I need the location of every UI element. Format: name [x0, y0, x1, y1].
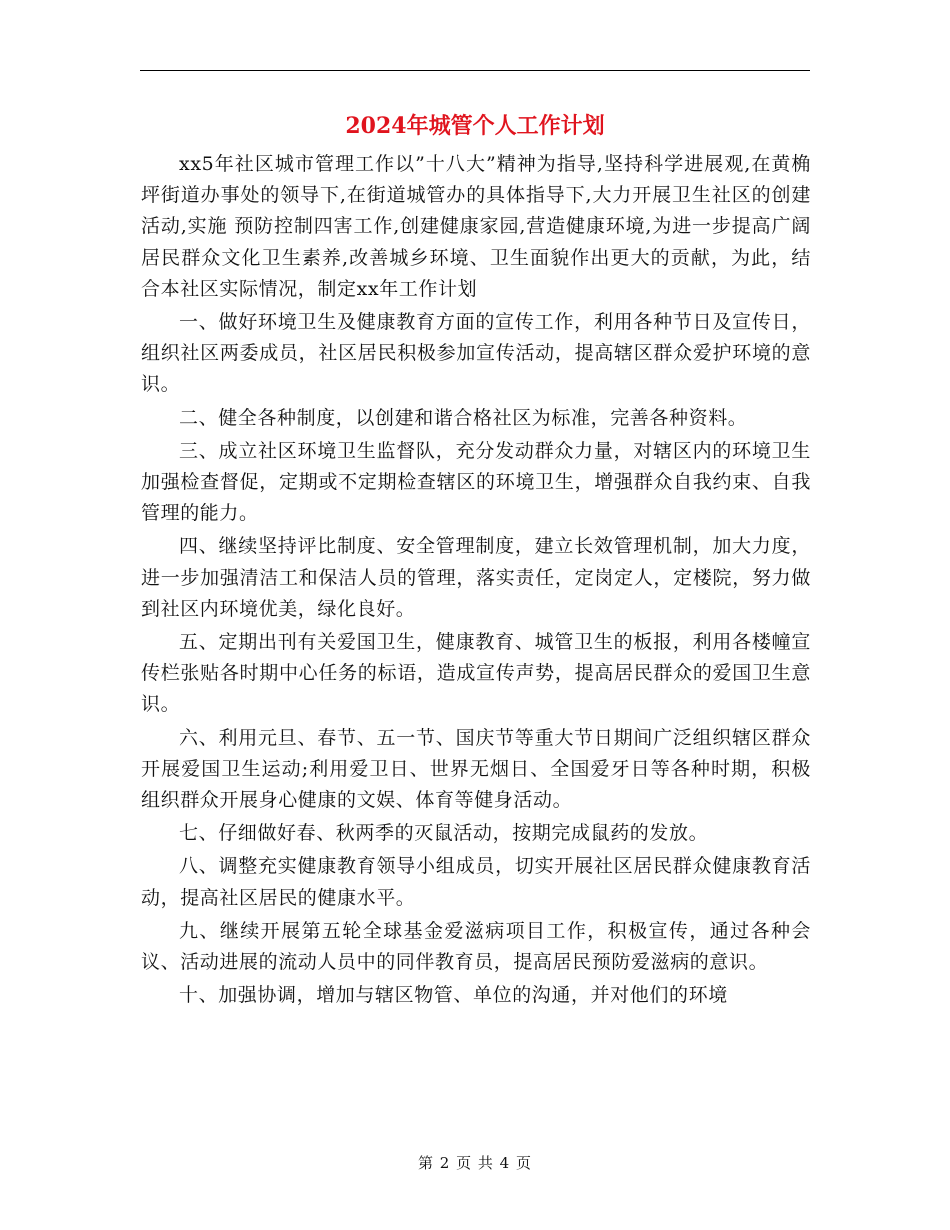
paragraph-item-7: 七、仔细做好春、秋两季的灭鼠活动，按期完成鼠药的发放。 [179, 822, 709, 845]
paragraph-intro: xx5年社区城市管理工作以”十八大”精神为指导,坚持科学进展观,在黄桷坪街道办事处的领导下,在街道城管办的具体指导下,大力开展卫生社区的创建活动,实施 预防控制四害工作,创建健康家园,营造健康环境,为进一步提高广阔居民群众文化卫生素养,改善城乡环境、卫生面貌作出更大的贡献，为此，结合本社区实际情况，制定xx年工作计划 [141, 153, 811, 300]
paragraph-item-2: 二、健全各种制度，以创建和谐合格社区为标准，完善各种资料。 [179, 406, 748, 429]
page-number: 第 2 页 共 4 页 [418, 1154, 532, 1172]
paragraph-item-5: 五、定期出刊有关爱国卫生，健康教育、城管卫生的板报，利用各楼幢宣传栏张贴各时期中心任务的标语，造成宣传声势，提高居民群众的爱国卫生意识。 [141, 631, 811, 716]
paragraph-item-9: 九、继续开展第五轮全球基金爱滋病项目工作，积极宣传，通过各种会议、活动进展的流动人员中的同伴教育员，提高居民预防爱滋病的意识。 [141, 919, 811, 974]
paragraph-item-1: 一、做好环境卫生及健康教育方面的宣传工作，利用各种节日及宣传日，组织社区两委成员，社区居民积极参加宣传活动，提高辖区群众爱护环境的意识。 [141, 311, 811, 396]
paragraph-item-4: 四、继续坚持评比制度、安全管理制度，建立长效管理机制，加大力度，进一步加强清洁工和保洁人员的管理，落实责任，定岗定人，定楼院，努力做到社区内环境优美，绿化良好。 [141, 535, 811, 620]
document-title: 2024年城管个人工作计划 [345, 113, 605, 139]
paragraph-item-10: 十、加强协调，增加与辖区物管、单位的沟通，并对他们的环境 [179, 984, 728, 1007]
paragraph-item-3: 三、成立社区环境卫生监督队，充分发动群众力量，对辖区内的环境卫生加强检查督促，定期或不定期检查辖区的环境卫生，增强群众自我约束、自我管理的能力。 [141, 439, 811, 525]
document-body [141, 149, 811, 1013]
paragraph-item-8: 八、调整充实健康教育领导小组成员，切实开展社区居民群众健康教育活动，提高社区居民的健康水平。 [141, 855, 811, 909]
header-rule [140, 70, 810, 71]
paragraph-item-6: 六、利用元旦、春节、五一节、国庆节等重大节日期间广泛组织辖区群众开展爱国卫生运动;利用爱卫日、世界无烟日、全国爱牙日等各种时期，积极组织群众开展身心健康的文娱、体育等健身活动。 [141, 726, 811, 812]
